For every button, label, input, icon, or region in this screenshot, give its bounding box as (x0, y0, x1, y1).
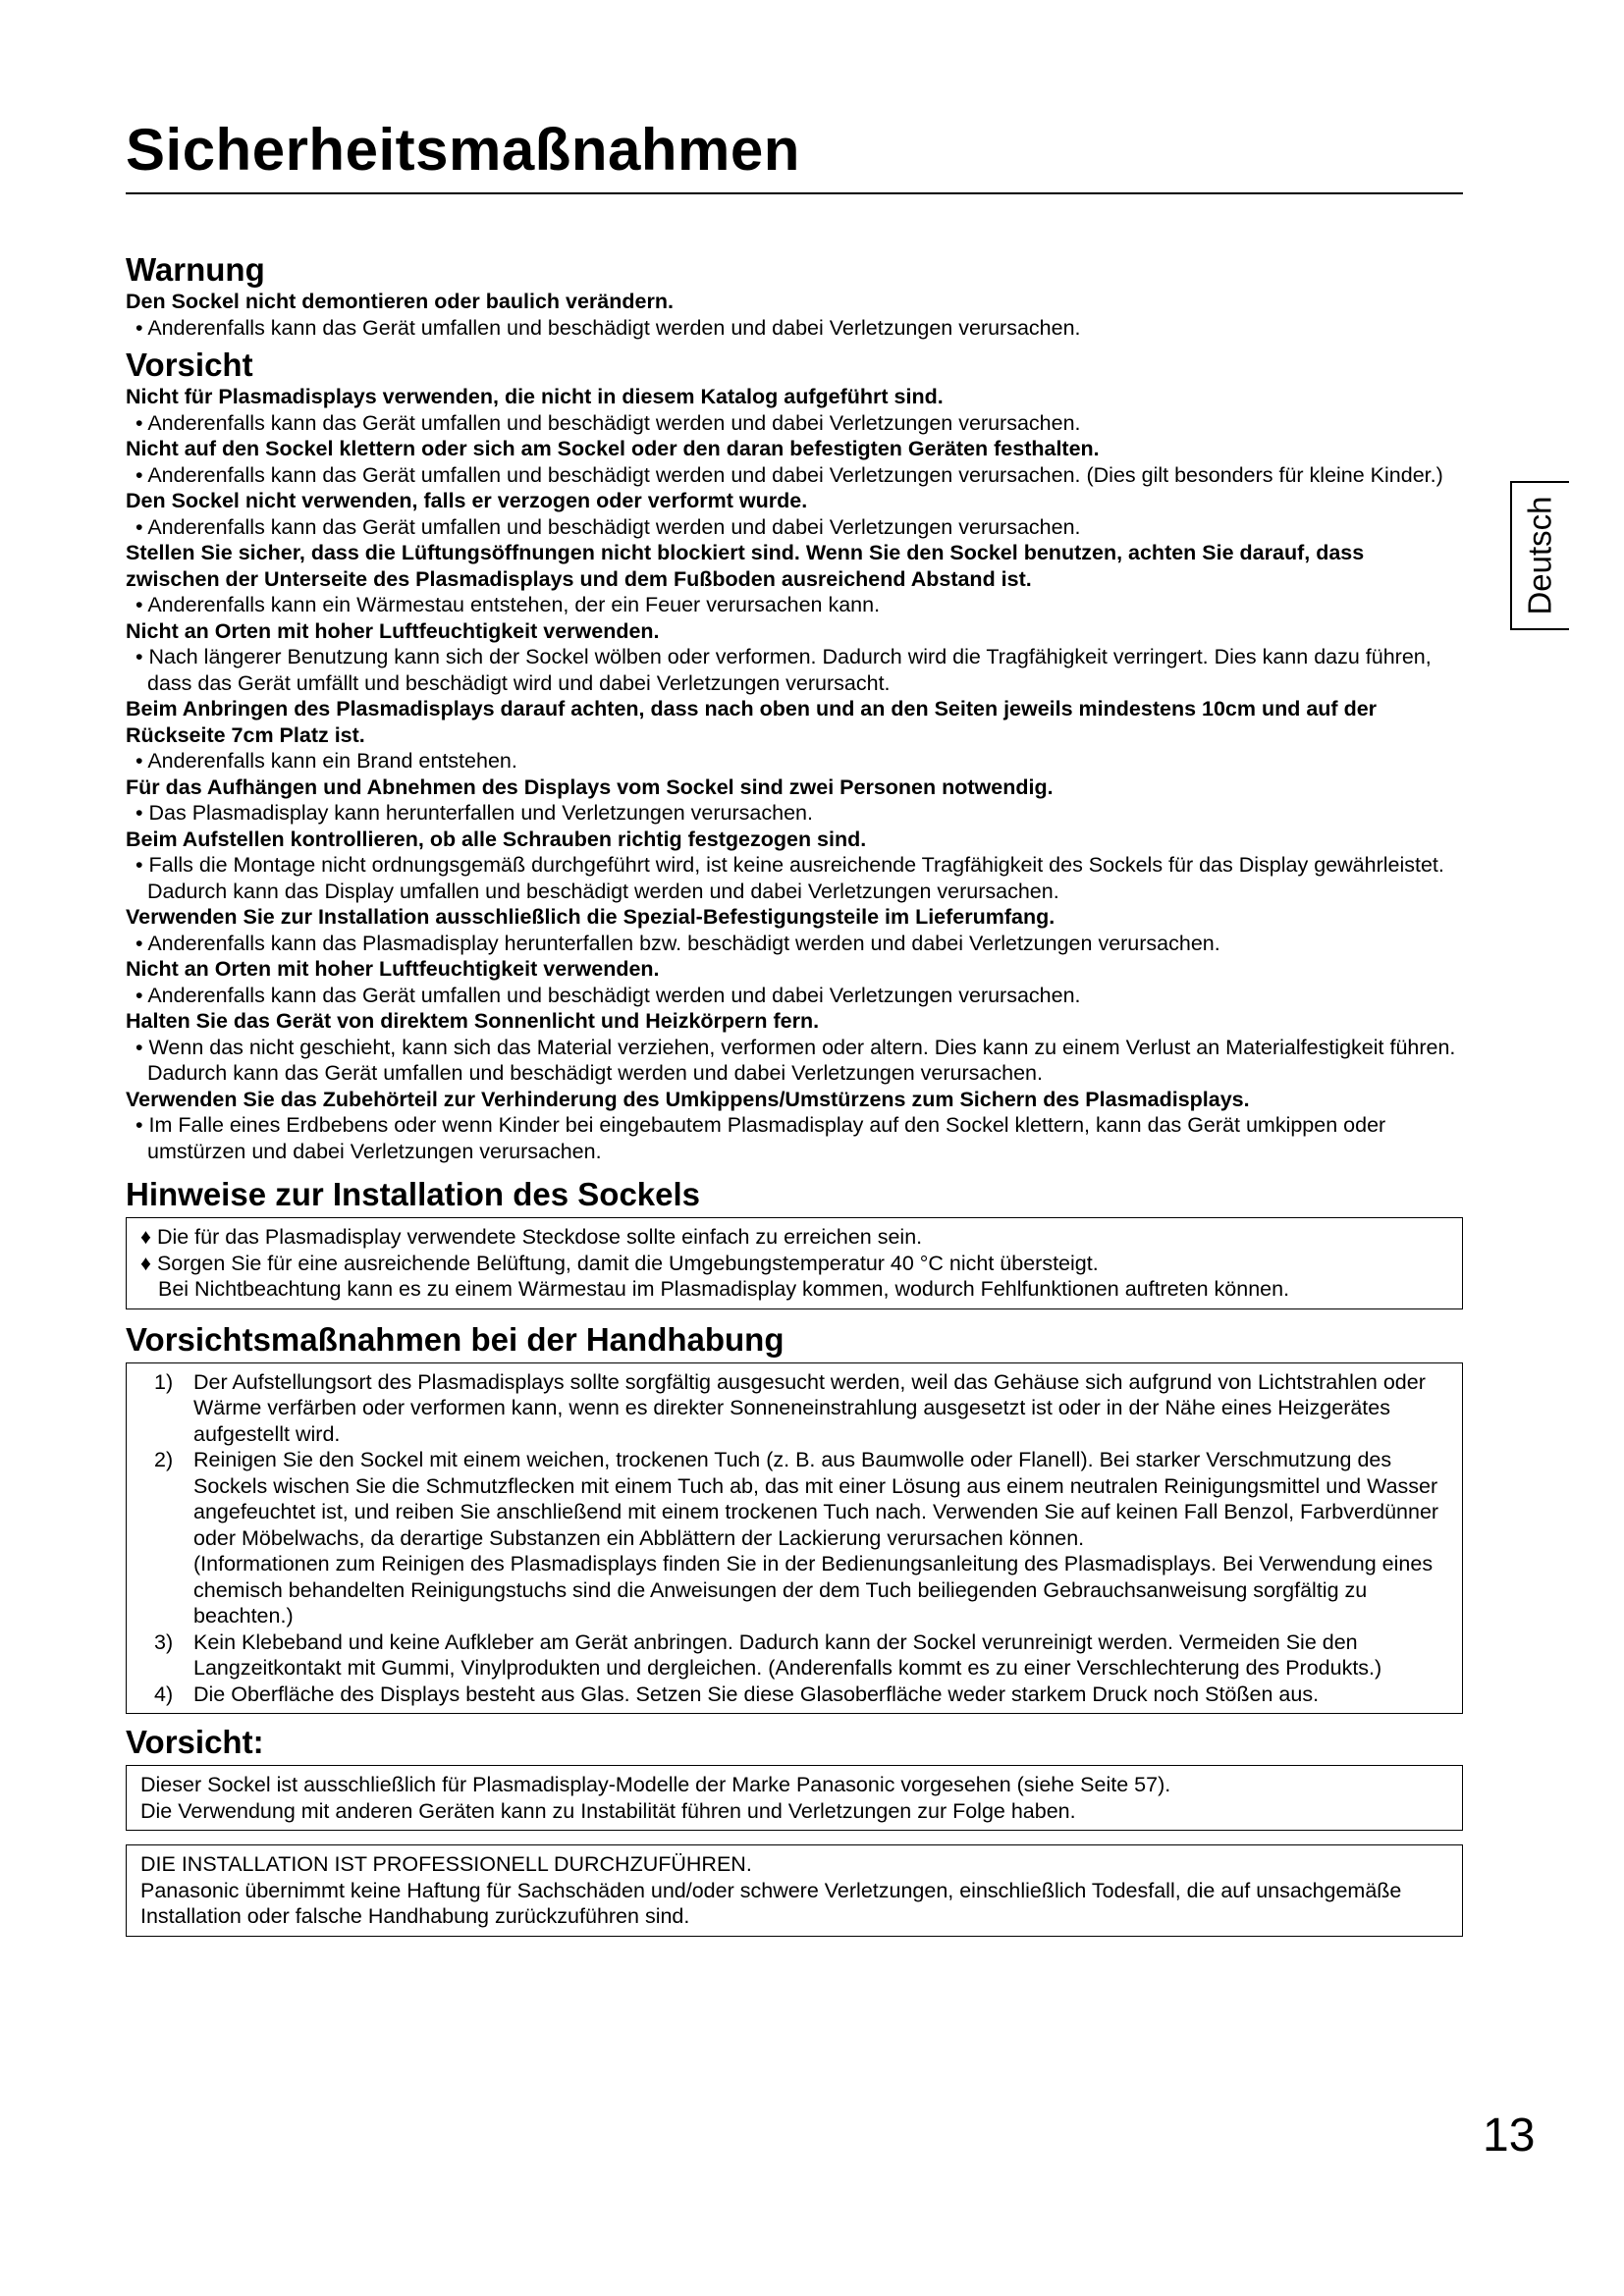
title-divider (126, 192, 1463, 194)
vorsicht2-line: Dieser Sockel ist ausschließlich für Plasmadisplay-Modelle der Marke Panasonic vorgesehen (siehe Seite 57). (140, 1773, 1171, 1796)
installation-line: Panasonic übernimmt keine Haftung für Sachschäden und/oder schwere Verletzungen, einschließlich Todesfall, die auf unsachgemäße Installation oder falsche Handhabung zurückzuführen sind. (140, 1878, 1402, 1928)
item-text-group (193, 1447, 1448, 1629)
handhabung-item (140, 1447, 1448, 1629)
handhabung-item (140, 1629, 1448, 1682)
vorsicht-item-title: Halten Sie das Gerät von direktem Sonnenlicht und Heizkörpern fern. (126, 1009, 820, 1033)
item-number: 4) (154, 1682, 174, 1706)
handhabung-item (140, 1682, 1448, 1708)
vorsicht-item-text: • Anderenfalls kann das Gerät umfallen und beschädigt werden und dabei Verletzungen verursachen. (135, 514, 1081, 539)
item-extra-text: (Informationen zum Reinigen des Plasmadisplays finden Sie in der Bedienungsanleitung des Plasmadisplays. Bei Verwendung eines chemisch behandelten Reinigungstuchs sind die Anweisungen der dem Tuch beiliegenden Gebrauchsanweisung sorgfältig zu beachten.) (193, 1552, 1434, 1628)
item-number: 1) (154, 1369, 174, 1394)
page-number: 13 (1483, 2109, 1536, 2162)
vorsicht-item-text: • Wenn das nicht geschieht, kann sich das Material verziehen, verformen oder altern. Dies kann zu einem Verlust an Materialfestigkeit führen. Dadurch kann das Gerät umfallen und beschädigt werden und dabei Verletzungen verursachen. (135, 1035, 1456, 1085)
vorsicht-item-text: • Das Plasmadisplay kann herunterfallen und Verletzungen verursachen. (135, 801, 813, 825)
vorsicht-item-title: Beim Anbringen des Plasmadisplays darauf achten, dass nach oben und an den Seiten jeweils mindestens 10cm und auf der Rückseite 7cm Platz ist. (126, 697, 1378, 747)
vorsicht-item-text: • Anderenfalls kann das Plasmadisplay herunterfallen bzw. beschädigt werden und dabei Verletzungen verursachen. (135, 931, 1220, 955)
vorsicht2-heading: Vorsicht: (126, 1724, 264, 1760)
vorsicht-item-text: • Anderenfalls kann das Gerät umfallen und beschädigt werden und dabei Verletzungen verursachen. (135, 410, 1081, 435)
vorsicht2-box (126, 1765, 1463, 1831)
vorsicht-item-title: Den Sockel nicht verwenden, falls er verzogen oder verformt wurde. (126, 489, 808, 512)
vorsicht-item-title: Stellen Sie sicher, dass die Lüftungsöffnungen nicht blockiert sind. Wenn Sie den Sockel benutzen, achten Sie darauf, dass zwischen der Unterseite des Plasmadisplays und dem Fußboden ausreichend Abstand ist. (126, 541, 1365, 591)
vorsicht-item-text: • Falls die Montage nicht ordnungsgemäß durchgeführt wird, ist keine ausreichende Tragfähigkeit des Sockels für das Display gewährleistet. Dadurch kann das Display umfallen und beschädigt werden und dabei Verletzungen verursachen. (135, 853, 1444, 903)
vorsicht-item-text: • Anderenfalls kann das Gerät umfallen und beschädigt werden und dabei Verletzungen verursachen. (Dies gilt besonders für kleine Kinder.) (135, 462, 1443, 487)
item-text: Kein Klebeband und keine Aufkleber am Gerät anbringen. Dadurch kann der Sockel verunreinigt werden. Vermeiden Sie den Langzeitkontakt mit Gummi, Vinylprodukten und dergleichen. (Anderenfalls kommt es zu einer Verschlechterung des Produkts.) (193, 1629, 1382, 1680)
vorsicht-item-text: • Anderenfalls kann ein Brand entstehen. (135, 749, 517, 773)
item-number: 3) (154, 1629, 174, 1654)
item-text: Die Oberfläche des Displays besteht aus Glas. Setzen Sie diese Glasoberfläche weder starkem Druck noch Stößen aus. (193, 1682, 1320, 1706)
language-tab-label: Deutsch (1522, 496, 1558, 615)
hinweise-heading: Hinweise zur Installation des Sockels (126, 1176, 701, 1212)
language-tab (1510, 481, 1569, 630)
vorsicht-item-title: Beim Aufstellen kontrollieren, ob alle Schrauben richtig festgezogen sind. (126, 827, 867, 851)
vorsicht-item-title: Nicht an Orten mit hoher Luftfeuchtigkeit verwenden. (126, 957, 660, 981)
content (126, 251, 1463, 1937)
hinweise-box (126, 1217, 1463, 1309)
handhabung-item (140, 1369, 1448, 1448)
handhabung-heading: Vorsichtsmaßnahmen bei der Handhabung (126, 1320, 785, 1358)
vorsicht-item-title: Für das Aufhängen und Abnehmen des Displays vom Sockel sind zwei Personen notwendig. (126, 774, 1054, 799)
hinweise-line: ♦ Sorgen Sie für eine ausreichende Belüftung, damit die Umgebungstemperatur 40 °C nicht übersteigt. (140, 1251, 1099, 1275)
item-text: Der Aufstellungsort des Plasmadisplays sollte sorgfältig ausgesucht werden, weil das Gehäuse sich aufgrund von Lichtstrahlen oder Wärme verfärben oder verformen kann, wenn es direkter Sonneneinstrahlung ausgesetzt ist oder in der Nähe eines Heizgerätes aufgestellt wird. (193, 1369, 1426, 1446)
item-number: 2) (154, 1448, 174, 1471)
vorsicht-item-title: Nicht auf den Sockel klettern oder sich am Sockel oder den daran befestigten Geräten festhalten. (126, 437, 1100, 460)
vorsicht-item-title: Nicht für Plasmadisplays verwenden, die nicht in diesem Katalog aufgeführt sind. (126, 385, 944, 408)
warnung-item-text: • Anderenfalls kann das Gerät umfallen und beschädigt werden und dabei Verletzungen verursachen. (135, 315, 1081, 340)
vorsicht-item-text: • Nach längerer Benutzung kann sich der Sockel wölben oder verformen. Dadurch wird die Tragfähigkeit verringert. Dies kann dazu führen, dass das Gerät umfällt und beschädigt wird und dabei Verletzungen verursacht. (135, 645, 1432, 695)
warnung-list (126, 289, 1463, 341)
vorsicht-item-text: • Anderenfalls kann ein Wärmestau entstehen, der ein Feuer verursachen kann. (135, 593, 881, 616)
item-text: Reinigen Sie den Sockel mit einem weichen, trockenen Tuch (z. B. aus Baumwolle oder Flanell). Bei starker Verschmutzung des Sockels wischen Sie die Schmutzflecken mit einem Tuch ab, das mit einer Lösung aus einem neutralen Reinigungsmittel und Wasser angefeuchtet ist, und reiben Sie anschließend mit einem trockenen Tuch nach. Verwenden Sie auf keinen Fall Benzol, Farbverdünner oder Möbelwachs, da derartige Substanzen ein Abblättern der Lackierung verursachen können. (193, 1448, 1439, 1550)
warnung-item-title: Den Sockel nicht demontieren oder baulich verändern. (126, 290, 674, 313)
vorsicht-item-title: Verwenden Sie das Zubehörteil zur Verhinderung des Umkippens/Umstürzens zum Sichern des Plasmadisplays. (126, 1087, 1250, 1111)
vorsicht-heading: Vorsicht (126, 347, 253, 383)
vorsicht-item-text: • Anderenfalls kann das Gerät umfallen und beschädigt werden und dabei Verletzungen verursachen. (135, 983, 1081, 1007)
vorsicht-list (126, 384, 1463, 1164)
vorsicht-item-title: Nicht an Orten mit hoher Luftfeuchtigkeit verwenden. (126, 618, 660, 643)
hinweise-line: Bei Nichtbeachtung kann es zu einem Wärmestau im Plasmadisplay kommen, wodurch Fehlfunktionen auftreten können. (158, 1277, 1290, 1301)
vorsicht-item-text: • Im Falle eines Erdbebens oder wenn Kinder bei eingebautem Plasmadisplay auf den Sockel klettern, kann das Gerät umkippen oder umstürzen und dabei Verletzungen verursachen. (135, 1113, 1386, 1163)
handhabung-box (126, 1362, 1463, 1715)
page-title: Sicherheitsmaßnahmen (126, 117, 800, 183)
warnung-heading: Warnung (126, 251, 265, 288)
installation-line: DIE INSTALLATION IST PROFESSIONELL DURCHZUFÜHREN. (140, 1852, 752, 1876)
vorsicht2-line: Die Verwendung mit anderen Geräten kann zu Instabilität führen und Verletzungen zur Folge haben. (140, 1798, 1076, 1823)
installation-box (126, 1844, 1463, 1937)
vorsicht-item-title: Verwenden Sie zur Installation ausschließlich die Spezial-Befestigungsteile im Lieferumfang. (126, 905, 1056, 929)
hinweise-line: ♦ Die für das Plasmadisplay verwendete Steckdose sollte einfach zu erreichen sein. (140, 1225, 923, 1249)
